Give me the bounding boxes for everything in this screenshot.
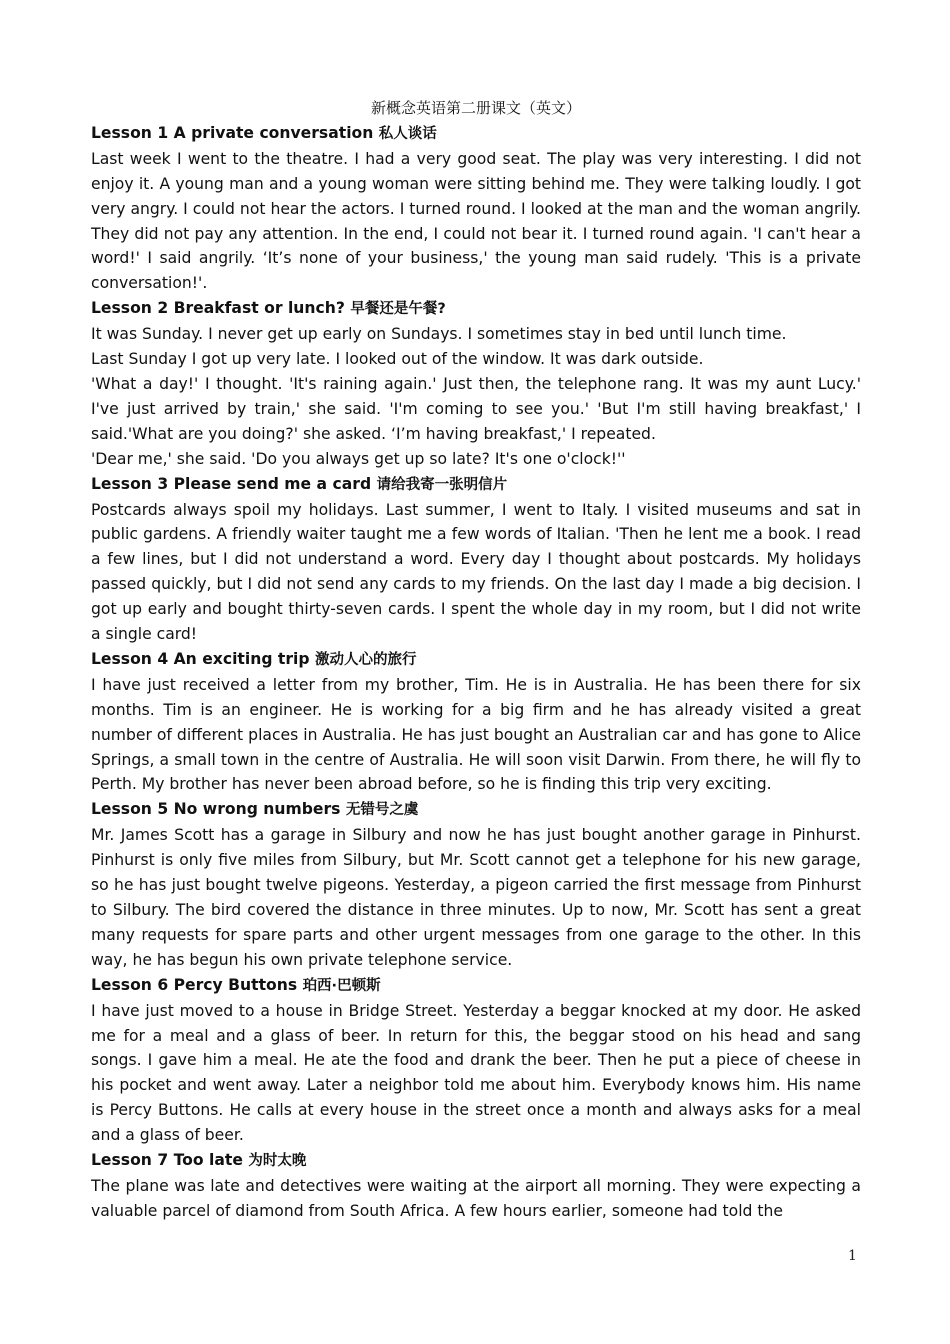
lesson-chinese-title: 无错号之虞 <box>345 802 419 819</box>
lesson-paragraph: Mr. James Scott has a garage in Silbury and now he has just bought another garage in Pinhurst. Pinhurst is only five miles from Silbury, but Mr. Scott cannot get a telephone for his new garage, so he has just bought twelve pigeons. Yesterday, a pigeon carried the first message from Pinhurst to Silbury. The bird covered the distance in three minutes. Up to now, Mr. Scott has sent a great many requests for spare parts and other urgent messages from one garage to the other. In this way, he has begun his own private telephone service. <box>91 826 861 969</box>
lesson-paragraph: Last week I went to the theatre. I had a very good seat. The play was very interesting. I did not enjoy it. A young man and a young woman were sitting behind me. They were talking loudly. I got very angry. I could not hear the actors. I turned round. I looked at the man and the woman angrily. They did not pay any attention. In the end, I could not bear it. I turned round again. 'I can't hear a word!' I said angrily. ‘It’s none of your business,' the young man said rudely. 'This is a private conversation!'. <box>91 149 861 293</box>
lesson-chinese-title: 珀西·巴顿斯 <box>302 977 381 994</box>
lesson-title: Lesson 4 An exciting trip <box>91 649 310 668</box>
document-title: 新概念英语第二册课文（英文） <box>370 99 581 117</box>
document-page <box>91 96 861 1224</box>
lesson-5 <box>91 797 861 972</box>
lesson-paragraph: I have just moved to a house in Bridge Street. Yesterday a beggar knocked at my door. He asked me for a meal and a glass of beer. In return for this, the beggar stood on his head and sang songs. I gave him a meal. He ate the food and drank the beer. Then he put a piece of cheese in his pocket and went away. Later a neighbor told me about him. Everybody knows him. His name is Percy Buttons. He calls at every house in the street once a month and always asks for a meal and a glass of beer. <box>91 1001 861 1145</box>
lesson-chinese-title: 激动人心的旅行 <box>315 651 417 668</box>
lesson-7 <box>91 1148 861 1224</box>
lesson-chinese-title: 私人谈话 <box>378 125 437 142</box>
lesson-title: Lesson 6 Percy Buttons <box>91 975 298 994</box>
lesson-paragraph: Last Sunday I got up very late. I looked out of the window. It was dark outside. <box>91 350 704 369</box>
lesson-3 <box>91 472 861 647</box>
lesson-2 <box>91 296 861 471</box>
lesson-heading <box>91 973 861 999</box>
lesson-6 <box>91 973 861 1148</box>
lesson-title: Lesson 5 No wrong numbers <box>91 800 341 819</box>
lesson-heading <box>91 296 861 322</box>
lesson-heading <box>91 472 861 498</box>
page-number: 1 <box>848 1248 857 1264</box>
lesson-title: Lesson 2 Breakfast or lunch? <box>91 299 345 318</box>
lesson-1 <box>91 121 861 296</box>
lesson-title: Lesson 3 Please send me a card <box>91 474 372 493</box>
lesson-chinese-title: 为时太晚 <box>248 1153 307 1170</box>
lesson-paragraph: Postcards always spoil my holidays. Last summer, I went to Italy. I visited museums and sat in public gardens. A friendly waiter taught me a few words of Italian. 'Then he lent me a book. I read a few lines, but I did not understand a word. Every day I thought about postcards. My holidays passed quickly, but I did not send any cards to my friends. On the last day I made a big decision. I got up early and bought thirty-seven cards. I spent the whole day in my room, but I did not write a single card! <box>91 500 861 644</box>
lesson-chinese-title: 请给我寄一张明信片 <box>376 476 508 493</box>
lesson-paragraph: I have just received a letter from my brother, Tim. He is in Australia. He has been there for six months. Tim is an engineer. He is working for a big firm and he has already visited a great number of different places in Australia. He has just bought an Australian car and has gone to Alice Springs, a small town in the centre of Australia. He will soon visit Darwin. From there, he will fly to Perth. My brother has never been abroad before, so he is finding this trip very exciting. <box>91 675 861 794</box>
lesson-4 <box>91 647 861 797</box>
lesson-heading <box>91 647 861 673</box>
lesson-heading <box>91 797 861 823</box>
lesson-heading <box>91 121 861 147</box>
lesson-heading <box>91 1148 861 1174</box>
lesson-paragraph: The plane was late and detectives were waiting at the airport all morning. They were expecting a valuable parcel of diamond from South Africa. A few hours earlier, someone had told the <box>91 1176 861 1220</box>
lesson-chinese-title: 早餐还是午餐? <box>350 301 446 318</box>
lesson-title: Lesson 1 A private conversation <box>91 123 374 142</box>
lesson-paragraph: It was Sunday. I never get up early on Sundays. I sometimes stay in bed until lunch time. <box>91 325 787 344</box>
lesson-paragraph: 'What a day!' I thought. 'It's raining again.' Just then, the telephone rang. It was my aunt Lucy.' I've just arrived by train,' she said. 'I'm coming to see you.' 'But I'm still having breakfast,' I said.'What are you doing?' she asked. ‘I’m having breakfast,' I repeated. <box>91 374 861 443</box>
lesson-title: Lesson 7 Too late <box>91 1151 243 1170</box>
lesson-paragraph: 'Dear me,' she said. 'Do you always get up so late? It's one o'clock!'' <box>91 449 626 468</box>
